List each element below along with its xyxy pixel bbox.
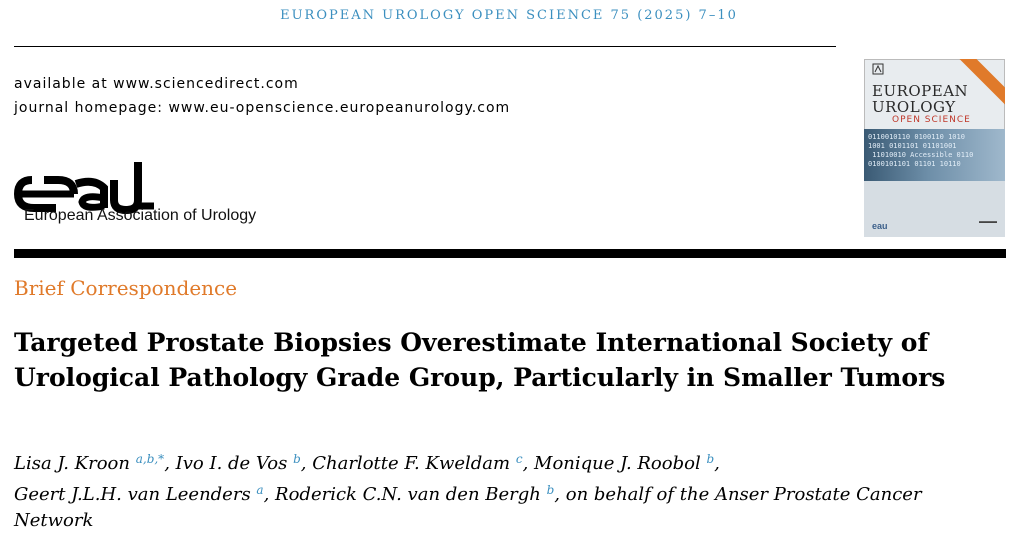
author-line-3: Network (14, 510, 94, 531)
cover-subtitle: OPEN SCIENCE (892, 115, 971, 125)
author-name[interactable]: Charlotte F. Kweldam (312, 453, 511, 474)
author-line-2: Geert J.L.H. van Leenders $^a$, Roderick C.N. van den Bergh $^b$, on behalf of the Anser Prostate Cancer (14, 483, 922, 505)
journal-homepage-link[interactable]: journal homepage: www.eu-openscience.europeanurology.com (14, 100, 511, 116)
author-name[interactable]: Roderick C.N. van den Bergh (275, 484, 541, 505)
author-name[interactable]: Lisa J. Kroon (14, 453, 130, 474)
affiliation-marker[interactable]: c (515, 452, 523, 466)
author-list (14, 446, 1014, 534)
section-divider (14, 249, 1006, 258)
organization-name: European Association of Urology (24, 207, 257, 224)
article-section-label: Brief Correspondence (14, 276, 238, 300)
affiliation-marker[interactable]: a,b,* (135, 452, 165, 466)
affiliation-marker[interactable]: b (293, 452, 301, 466)
journal-links (14, 72, 510, 120)
journal-cover-image[interactable] (864, 59, 1005, 237)
elsevier-logo-icon (872, 63, 884, 75)
affiliation-marker[interactable]: b (546, 483, 555, 497)
author-line-1: Lisa J. Kroon $^{a,b,*}$, Ivo I. de Vos $^b$, Charlotte F. Kweldam $^c$, Monique J. Roobol $^b$, (14, 452, 720, 474)
affiliation-marker[interactable]: a (256, 483, 264, 497)
cover-title: EUROPEAN UROLOGY (872, 82, 969, 116)
available-at-link[interactable]: available at www.sciencedirect.com (14, 76, 299, 92)
author-name[interactable]: Ivo I. de Vos (175, 453, 288, 474)
cover-publisher-mark: ▬▬▬ (979, 219, 997, 225)
author-name[interactable]: Monique J. Roobol (534, 453, 701, 474)
cover-eau-logo-icon: eau (872, 221, 888, 231)
journal-citation: EUROPEAN UROLOGY OPEN SCIENCE 75 (2025) 7–10 (280, 8, 738, 23)
affiliation-marker[interactable]: b (706, 452, 715, 466)
author-name[interactable]: Geert J.L.H. van Leenders (14, 484, 251, 505)
header-divider (14, 46, 836, 47)
article-title: Targeted Prostate Biopsies Overestimate International Society of Urological Pathology Grade Group, Particularly in Smaller Tumors (14, 328, 946, 392)
cover-binary-graphic: 0110010110 0100110 1010 1001 0101101 01101001 11010010 Accessible 0110 0100101101 01101 10110 (864, 129, 1005, 181)
